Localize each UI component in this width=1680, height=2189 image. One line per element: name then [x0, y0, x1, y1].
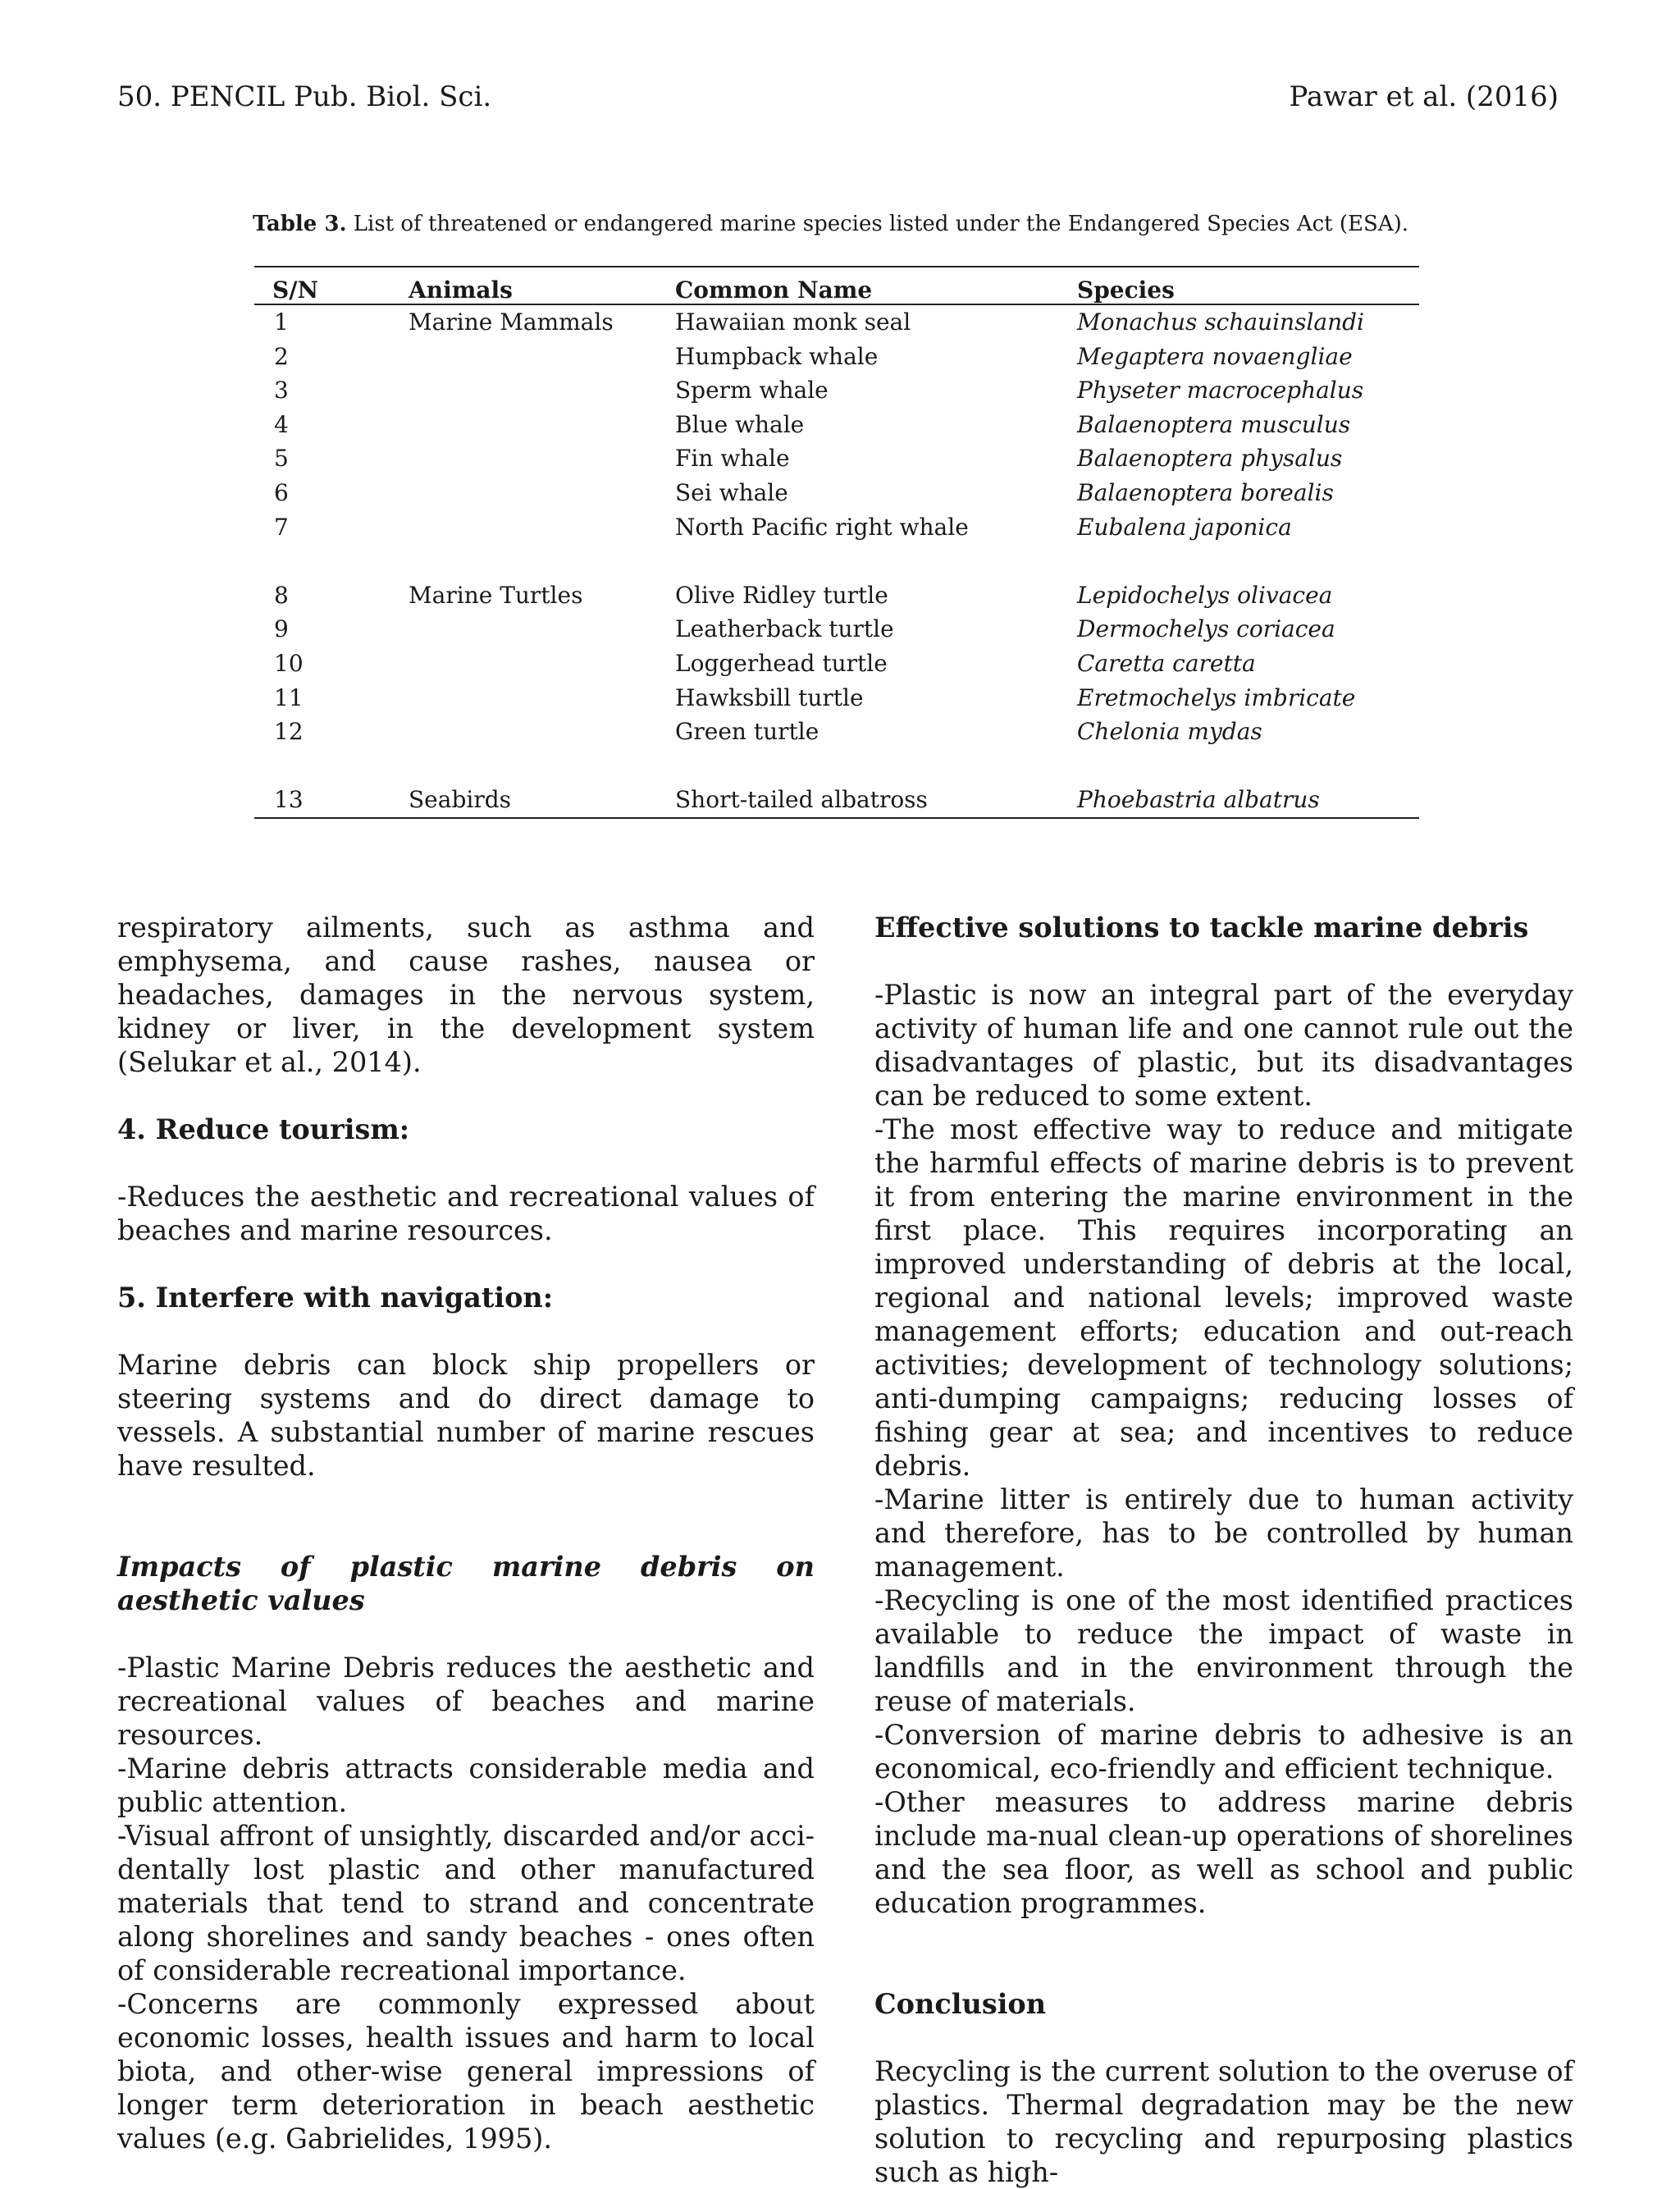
paragraph: Recycling is the current solution to the overuse of plastics. Thermal degradation may be the new solution to recycling and repurposing plastics such as high- — [874, 2055, 1573, 2188]
cell-sn: 12 — [274, 718, 304, 746]
cell-sn: 8 — [274, 581, 289, 609]
paragraph: -Reduces the aesthetic and recreational values of beaches and marine resources. — [117, 1181, 815, 1246]
paragraph: -Plastic Marine Debris reduces the aesthetic and recreational values of beaches and marine resources. — [117, 1652, 815, 1751]
cell-animals — [409, 612, 675, 647]
running-header-journal: 50. PENCIL Pub. Biol. Sci. — [117, 80, 492, 113]
cell-common-name: Leatherback turtle — [675, 615, 894, 643]
cell-common-name: Olive Ridley turtle — [675, 581, 888, 609]
cell-animals: Seabirds — [409, 783, 675, 818]
cell-sn: 11 — [274, 683, 304, 711]
cell-sn: 5 — [274, 445, 289, 473]
cell-common-name: Hawaiian monk seal — [675, 308, 911, 336]
cell-species: Dermochelys coriacea — [1077, 615, 1335, 643]
right-text-column — [874, 911, 1573, 2189]
table-row — [254, 441, 1419, 476]
paragraph: -Conversion of marine debris to adhesive is an economical, eco-friendly and efficient technique. — [874, 1719, 1573, 1785]
table-row — [254, 304, 1419, 340]
running-header-authors: Pawar et al. (2016) — [1289, 80, 1559, 113]
table-row — [254, 476, 1419, 510]
cell-species: Balaenoptera musculus — [1077, 410, 1351, 438]
table-header-row — [254, 267, 1419, 304]
section-heading: Impacts of plastic marine debris on aesthetic values — [117, 1551, 815, 1616]
cell-species: Eretmochelys imbricate — [1077, 683, 1356, 711]
table-caption-text: List of threatened or endangered marine species listed under the Endangered Species Act (ESA). — [346, 212, 1409, 236]
column-header: Common Name — [675, 267, 1077, 304]
paragraph: -Recycling is one of the most identified practices available to reduce the impact of waste in landfills and in the environment through the reuse of materials. — [874, 1584, 1573, 1717]
cell-sn: 1 — [274, 308, 289, 336]
cell-common-name: Humpback whale — [675, 342, 879, 370]
paragraph: -Marine debris attracts considerable media and public attention. — [117, 1753, 815, 1818]
paragraph: -Marine litter is entirely due to human activity and therefore, has to be controlled by human management. — [874, 1483, 1573, 1583]
cell-common-name: Fin whale — [675, 445, 790, 473]
cell-sn: 7 — [274, 513, 289, 541]
cell-species: Balaenoptera borealis — [1077, 478, 1334, 506]
cell-sn: 2 — [274, 342, 289, 370]
table-row — [254, 373, 1419, 408]
cell-animals — [409, 715, 675, 749]
table-spacer-row — [254, 749, 1419, 784]
table-row — [254, 612, 1419, 647]
cell-sn: 4 — [274, 410, 289, 438]
cell-species: Megaptera novaengliae — [1077, 342, 1353, 370]
paragraph: -Concerns are commonly expressed about economic losses, health issues and harm to local biota, and other-wise general impressions of longer term deterioration in beach aesthetic values (e.g. Gabrielides, 1995). — [117, 1988, 815, 2155]
table-row — [254, 681, 1419, 715]
cell-common-name: North Pacific right whale — [675, 513, 969, 541]
cell-animals — [409, 441, 675, 476]
table-row — [254, 715, 1419, 749]
section-heading: 5. Interfere with navigation: — [117, 1282, 554, 1314]
paragraph: -Plastic is now an integral part of the everyday activity of human life and one cannot rule out the disadvantages of plastic, but its disadvantages can be reduced to some extent. — [874, 979, 1573, 1112]
cell-animals — [409, 647, 675, 681]
left-text-column — [117, 911, 815, 2155]
column-header: Species — [1077, 267, 1419, 304]
cell-species: Chelonia mydas — [1077, 718, 1262, 746]
cell-common-name: Sei whale — [675, 478, 788, 506]
cell-species: Lepidochelys olivacea — [1077, 581, 1333, 609]
cell-animals — [409, 408, 675, 442]
cell-animals — [409, 681, 675, 715]
cell-species: Phoebastria albatrus — [1077, 783, 1419, 818]
section-heading: Effective solutions to tackle marine debris — [874, 912, 1529, 944]
table-caption-label: Table 3. — [253, 212, 347, 236]
section-heading: Conclusion — [874, 1988, 1047, 2020]
cell-common-name: Green turtle — [675, 718, 819, 746]
paragraph: -Other measures to address marine debris include ma-nual clean-up operations of shorelines and the sea floor, as well as school and public education programmes. — [874, 1786, 1573, 1919]
table-spacer-row — [254, 544, 1419, 578]
paragraph: -The most effective way to reduce and mitigate the harmful effects of marine debris is to prevent it from entering the marine environment in the first place. This requires incorporating an improved understanding of debris at the local, regional and national levels; improved waste management efforts; education and out-reach activities; development of technology solutions; anti-dumping campaigns; reducing losses of fishing gear at sea; and incentives to reduce debris. — [874, 1113, 1573, 1482]
table-row — [254, 510, 1419, 545]
cell-animals — [409, 340, 675, 374]
table-row — [254, 578, 1419, 613]
cell-common-name: Loggerhead turtle — [675, 649, 888, 677]
cell-sn: 6 — [274, 478, 289, 506]
cell-animals: Marine Mammals — [409, 308, 614, 336]
cell-animals — [409, 510, 675, 545]
table-row — [254, 340, 1419, 374]
cell-animals: Marine Turtles — [409, 581, 583, 609]
paragraph: Marine debris can block ship propellers or steering systems and do direct damage to vessels. A substantial number of marine rescues have resulted. — [117, 1349, 815, 1482]
table-row — [254, 408, 1419, 442]
cell-species: Monachus schauinslandi — [1077, 308, 1364, 336]
cell-sn: 3 — [274, 377, 289, 404]
cell-common-name: Blue whale — [675, 410, 805, 438]
cell-common-name: Sperm whale — [675, 377, 829, 404]
cell-sn: 9 — [274, 615, 289, 643]
cell-sn: 10 — [274, 649, 304, 677]
column-header: S/N — [254, 267, 409, 304]
cell-common-name: Hawksbill turtle — [675, 683, 864, 711]
cell-species: Physeter macrocephalus — [1077, 377, 1364, 404]
table-row — [254, 783, 1419, 818]
paragraph: -Visual affront of unsightly, discarded and/or acci-dentally lost plastic and other manufactured materials that tend to strand and concentrate along shorelines and sandy beaches - ones often of considerable recreational importance. — [117, 1820, 815, 1986]
cell-animals — [409, 373, 675, 408]
section-heading: 4. Reduce tourism: — [117, 1113, 410, 1145]
table-row — [254, 647, 1419, 681]
column-header: Animals — [409, 267, 675, 304]
cell-animals — [409, 476, 675, 510]
cell-common-name: Short-tailed albatross — [675, 783, 1077, 818]
cell-species: Caretta caretta — [1077, 649, 1256, 677]
cell-sn: 13 — [254, 783, 409, 818]
table-caption — [253, 210, 1442, 238]
cell-species: Balaenoptera physalus — [1077, 445, 1343, 473]
paragraph: respiratory ailments, such as asthma and emphysema, and cause rashes, nausea or headaches, damages in the nervous system, kidney or liver, in the development system (Selukar et al., 2014). — [117, 912, 815, 1078]
cell-species: Eubalena japonica — [1077, 513, 1292, 541]
species-table — [254, 266, 1419, 819]
